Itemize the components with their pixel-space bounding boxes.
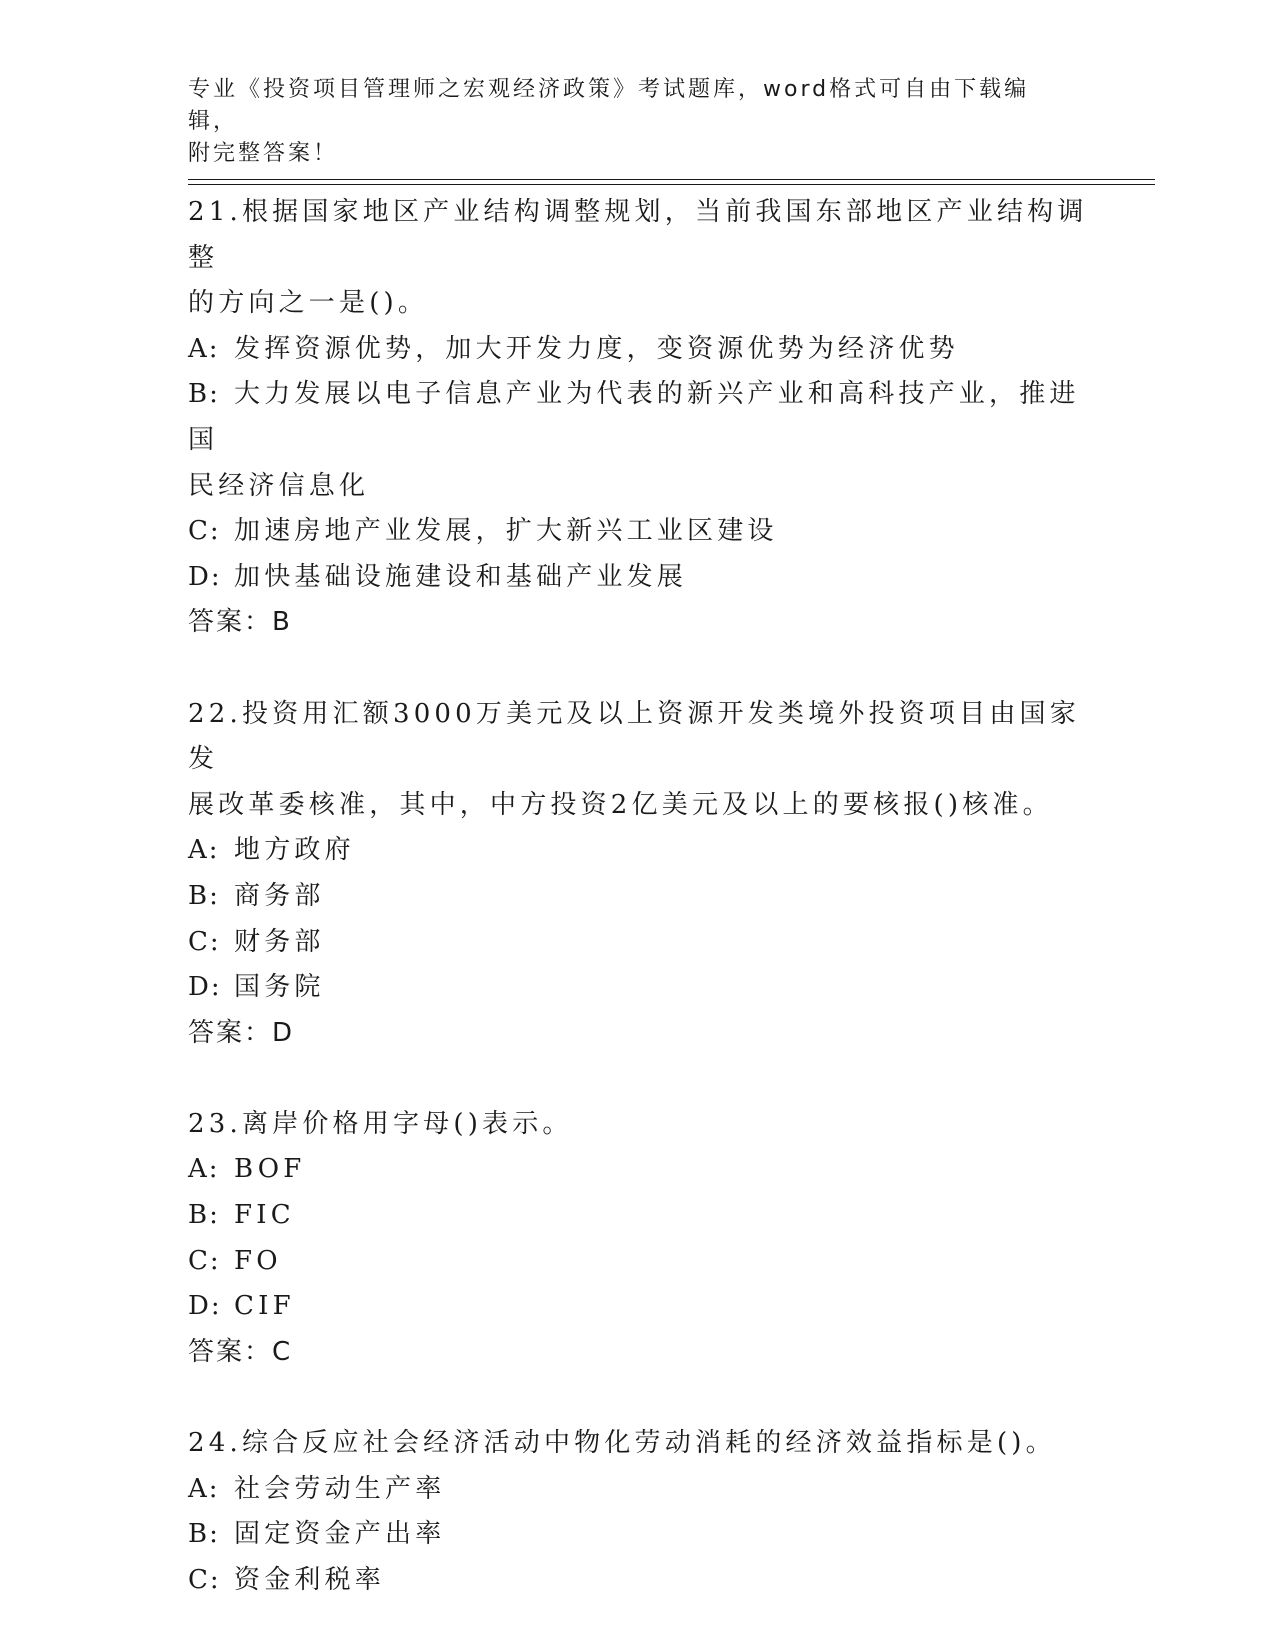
question-spacer <box>188 1375 1088 1421</box>
option-d <box>188 965 1088 1011</box>
option-text: 加快基础设施建设和基础产业发展 <box>234 561 688 592</box>
option-text: 发挥资源优势，加大开发力度，变资源优势为经济优势 <box>234 333 959 364</box>
option-letter: A: <box>188 835 220 866</box>
option-letter: B: <box>188 379 220 410</box>
question-spacer <box>188 1056 1088 1102</box>
option-letter: D: <box>188 561 222 592</box>
question-stem: 21.根据国家地区产业结构调整规划，当前我国东部地区产业结构调整 <box>188 197 1088 273</box>
option-text: BOF <box>234 1154 306 1185</box>
header-divider-bottom <box>188 184 1155 185</box>
question-stem: 23.离岸价格用字母()表示。 <box>188 1108 573 1139</box>
option-b <box>188 372 1088 463</box>
option-letter: B: <box>188 880 220 911</box>
option-text: 固定资金产出率 <box>234 1519 446 1550</box>
option-letter: A: <box>188 1154 220 1185</box>
question-22 <box>188 692 1088 1057</box>
option-letter: D: <box>188 1291 222 1322</box>
question-stem-continued: 的方向之一是()。 <box>188 288 429 319</box>
option-letter: A: <box>188 1473 220 1504</box>
question-stem: 22.投资用汇额3000万美元及以上资源开发类境外投资项目由国家发 <box>188 698 1080 775</box>
answer-label: 答案：D <box>188 1017 295 1048</box>
question-spacer <box>188 646 1088 692</box>
question-stem-continued: 展改革委核准，其中，中方投资2亿美元及以上的要核报()核准。 <box>188 789 1053 820</box>
option-text: 国务院 <box>234 972 325 1003</box>
option-letter: A: <box>188 333 220 364</box>
option-c <box>188 1239 1088 1285</box>
document-header <box>188 74 1068 170</box>
option-a <box>188 327 1088 373</box>
option-c <box>188 1558 1088 1604</box>
option-text: 资金利税率 <box>234 1564 386 1595</box>
option-text: 大力发展以电子信息产业为代表的新兴产业和高科技产业，推进国 <box>188 379 1080 455</box>
option-a <box>188 1147 1088 1193</box>
header-line-1: 专业《投资项目管理师之宏观经济政策》考试题库，word格式可自由下载编辑， <box>188 77 1030 134</box>
option-text: FIC <box>234 1200 295 1231</box>
option-b <box>188 1193 1088 1239</box>
option-text: 社会劳动生产率 <box>234 1473 446 1504</box>
option-text: FO <box>234 1245 282 1276</box>
option-letter: C: <box>188 1245 221 1276</box>
option-b <box>188 874 1088 920</box>
option-d <box>188 555 1088 601</box>
option-letter: B: <box>188 1519 220 1550</box>
answer-label: 答案：B <box>188 607 292 638</box>
question-list <box>188 190 1088 1603</box>
option-text: 财务部 <box>234 926 325 957</box>
option-text: 加速房地产业发展，扩大新兴工业区建设 <box>234 516 778 547</box>
option-text: 地方政府 <box>234 835 355 866</box>
option-letter: D: <box>188 972 222 1003</box>
option-c <box>188 509 1088 555</box>
option-letter: C: <box>188 516 221 547</box>
option-d <box>188 1284 1088 1330</box>
header-divider-top <box>188 179 1155 180</box>
question-23 <box>188 1102 1088 1376</box>
question-24 <box>188 1421 1088 1603</box>
option-a <box>188 1467 1088 1513</box>
answer-label: 答案：C <box>188 1336 293 1367</box>
option-c <box>188 920 1088 966</box>
option-a <box>188 828 1088 874</box>
option-letter: C: <box>188 1564 221 1595</box>
option-text: CIF <box>234 1291 295 1322</box>
option-b-continued: 民经济信息化 <box>188 470 370 501</box>
option-letter: B: <box>188 1200 220 1231</box>
question-stem: 24.综合反应社会经济活动中物化劳动消耗的经济效益指标是()。 <box>188 1428 1056 1459</box>
header-line-2: 附完整答案！ <box>188 141 339 166</box>
option-text: 商务部 <box>234 880 325 911</box>
question-21 <box>188 190 1088 646</box>
option-b <box>188 1512 1088 1558</box>
option-letter: C: <box>188 926 221 957</box>
